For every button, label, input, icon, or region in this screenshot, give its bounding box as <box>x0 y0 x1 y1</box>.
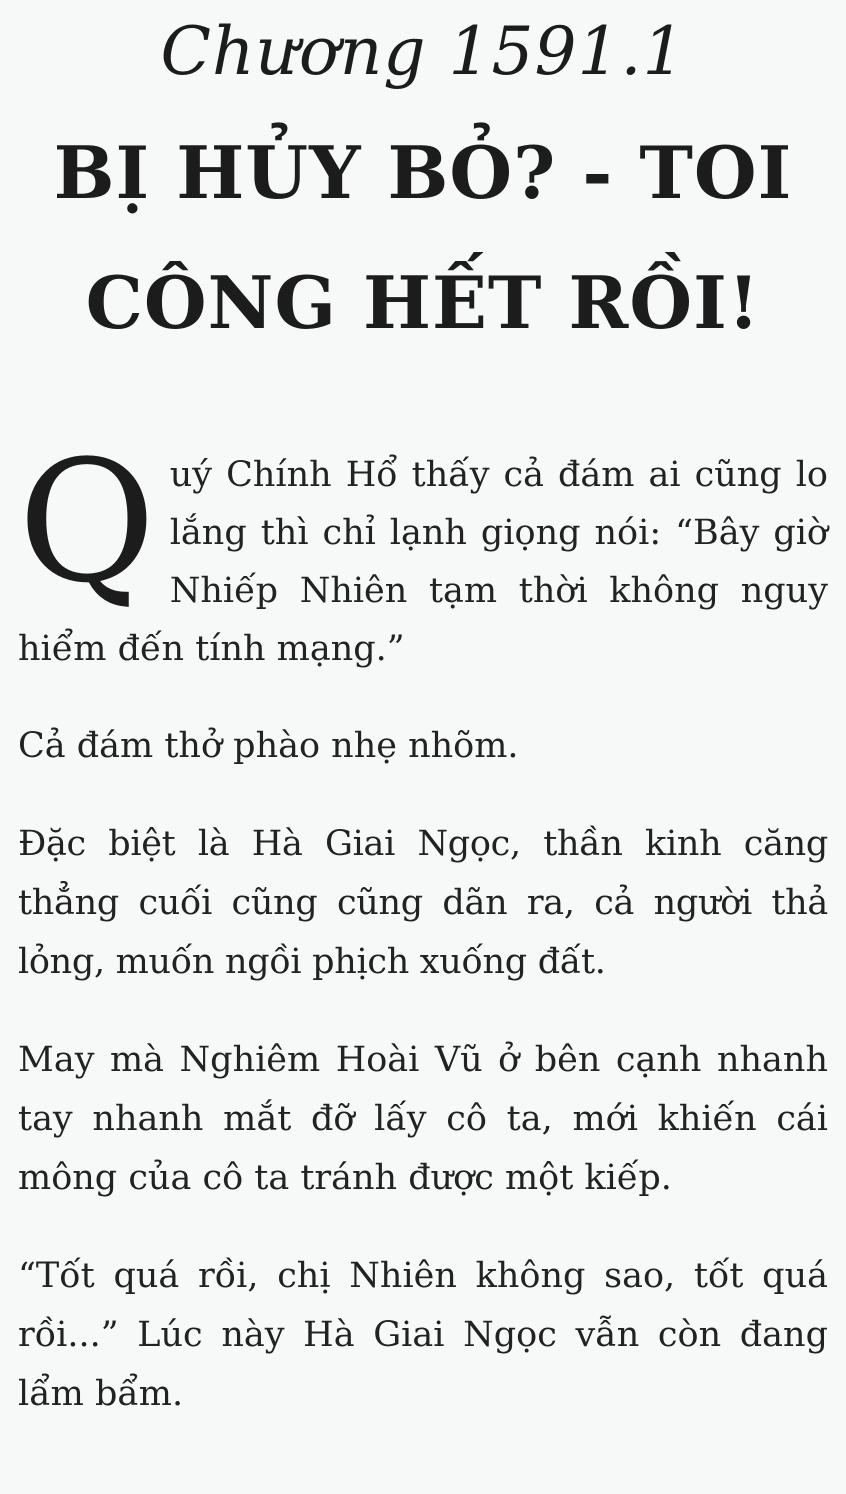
paragraph-1 <box>18 424 828 678</box>
chapter-title <box>18 108 828 368</box>
chapter-title-line-2: CÔNG HẾT RỒI! <box>85 260 761 345</box>
paragraph-5: “Tốt quá rồi, chị Nhiên không sao, tốt quá rồi...” Lúc này Hà Giai Ngọc vẫn còn đang lẩm bẩm. <box>18 1256 828 1414</box>
chapter-body <box>18 424 828 1424</box>
paragraph-2: Cả đám thở phào nhẹ nhõm. <box>18 726 519 766</box>
paragraph-4: May mà Nghiêm Hoài Vũ ở bên cạnh nhanh tay nhanh mắt đỡ lấy cô ta, mới khiến cái mông của cô ta tránh được một kiếp. <box>18 1040 828 1198</box>
chapter-number: Chương 1591.1 <box>160 13 686 90</box>
paragraph-1-text: uý Chính Hổ thấy cả đám ai cũng lo lắng thì chỉ lạnh giọng nói: “Bây giờ Nhiếp Nhiên tạm thời không nguy hiểm đến tính mạng.” <box>18 455 828 669</box>
drop-cap: Q <box>18 424 156 620</box>
paragraph-3: Đặc biệt là Hà Giai Ngọc, thần kinh căng thẳng cuối cũng cũng dãn ra, cả người thả lỏng, muốn ngồi phịch xuống đất. <box>18 824 828 982</box>
chapter-title-line-1: BỊ HỦY BỎ? - TOI <box>53 130 793 215</box>
